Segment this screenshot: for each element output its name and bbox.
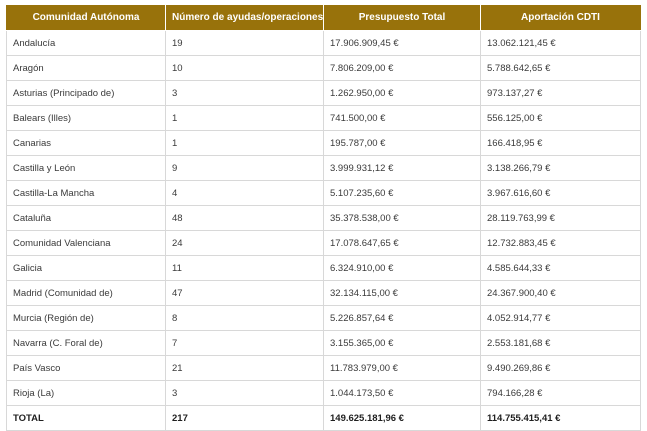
cell-aportacion: 973.137,27 € <box>481 81 641 106</box>
table-row <box>7 131 641 156</box>
table-row <box>7 331 641 356</box>
cell-numero: 19 <box>166 31 324 56</box>
cell-comunidad: Canarias <box>7 131 166 156</box>
table-row <box>7 181 641 206</box>
header-row <box>7 5 641 31</box>
cell-comunidad: Castilla y León <box>7 156 166 181</box>
total-numero: 217 <box>166 406 324 431</box>
cell-aportacion: 166.418,95 € <box>481 131 641 156</box>
cell-presupuesto: 195.787,00 € <box>324 131 481 156</box>
cell-aportacion: 4.585.644,33 € <box>481 256 641 281</box>
cell-presupuesto: 7.806.209,00 € <box>324 56 481 81</box>
cell-presupuesto: 1.262.950,00 € <box>324 81 481 106</box>
cell-presupuesto: 17.078.647,65 € <box>324 231 481 256</box>
cell-numero: 48 <box>166 206 324 231</box>
total-row <box>7 406 641 431</box>
table-row <box>7 106 641 131</box>
table-row <box>7 206 641 231</box>
cell-aportacion: 2.553.181,68 € <box>481 331 641 356</box>
table-row <box>7 31 641 56</box>
ayudas-table <box>6 5 641 431</box>
cell-presupuesto: 1.044.173,50 € <box>324 381 481 406</box>
cell-presupuesto: 5.107.235,60 € <box>324 181 481 206</box>
cell-presupuesto: 35.378.538,00 € <box>324 206 481 231</box>
cell-numero: 10 <box>166 56 324 81</box>
cell-aportacion: 28.119.763,99 € <box>481 206 641 231</box>
cell-aportacion: 24.367.900,40 € <box>481 281 641 306</box>
cell-numero: 7 <box>166 331 324 356</box>
table-row <box>7 256 641 281</box>
cell-aportacion: 13.062.121,45 € <box>481 31 641 56</box>
cell-numero: 9 <box>166 156 324 181</box>
total-aportacion: 114.755.415,41 € <box>481 406 641 431</box>
cell-comunidad: Navarra (C. Foral de) <box>7 331 166 356</box>
cell-comunidad: Cataluña <box>7 206 166 231</box>
table-row <box>7 56 641 81</box>
cell-aportacion: 556.125,00 € <box>481 106 641 131</box>
cell-numero: 1 <box>166 131 324 156</box>
table-row <box>7 81 641 106</box>
cell-numero: 8 <box>166 306 324 331</box>
cell-numero: 21 <box>166 356 324 381</box>
cell-aportacion: 3.967.616,60 € <box>481 181 641 206</box>
cell-presupuesto: 17.906.909,45 € <box>324 31 481 56</box>
cell-presupuesto: 11.783.979,00 € <box>324 356 481 381</box>
cell-comunidad: Murcia (Región de) <box>7 306 166 331</box>
cell-comunidad: Comunidad Valenciana <box>7 231 166 256</box>
cell-comunidad: Castilla-La Mancha <box>7 181 166 206</box>
cell-numero: 4 <box>166 181 324 206</box>
header-comunidad: Comunidad Autónoma <box>7 5 166 31</box>
cell-presupuesto: 5.226.857,64 € <box>324 306 481 331</box>
cell-numero: 3 <box>166 81 324 106</box>
cell-numero: 11 <box>166 256 324 281</box>
cell-presupuesto: 741.500,00 € <box>324 106 481 131</box>
table-container <box>6 5 640 431</box>
cell-comunidad: Asturias (Principado de) <box>7 81 166 106</box>
cell-numero: 3 <box>166 381 324 406</box>
cell-comunidad: Madrid (Comunidad de) <box>7 281 166 306</box>
table-row <box>7 306 641 331</box>
cell-numero: 24 <box>166 231 324 256</box>
header-numero-ayudas: Número de ayudas/operaciones <box>166 5 324 31</box>
total-presupuesto: 149.625.181,96 € <box>324 406 481 431</box>
cell-aportacion: 4.052.914,77 € <box>481 306 641 331</box>
header-presupuesto-total: Presupuesto Total <box>324 5 481 31</box>
cell-presupuesto: 3.155.365,00 € <box>324 331 481 356</box>
cell-comunidad: Aragón <box>7 56 166 81</box>
cell-comunidad: Balears (Illes) <box>7 106 166 131</box>
cell-aportacion: 794.166,28 € <box>481 381 641 406</box>
header-aportacion-cdti: Aportación CDTI <box>481 5 641 31</box>
cell-numero: 47 <box>166 281 324 306</box>
table-row <box>7 156 641 181</box>
cell-comunidad: País Vasco <box>7 356 166 381</box>
cell-aportacion: 12.732.883,45 € <box>481 231 641 256</box>
cell-comunidad: Rioja (La) <box>7 381 166 406</box>
cell-aportacion: 5.788.642,65 € <box>481 56 641 81</box>
cell-presupuesto: 32.134.115,00 € <box>324 281 481 306</box>
table-row <box>7 381 641 406</box>
table-row <box>7 281 641 306</box>
cell-presupuesto: 6.324.910,00 € <box>324 256 481 281</box>
cell-numero: 1 <box>166 106 324 131</box>
cell-aportacion: 3.138.266,79 € <box>481 156 641 181</box>
table-row <box>7 356 641 381</box>
total-label: TOTAL <box>7 406 166 431</box>
cell-comunidad: Andalucía <box>7 31 166 56</box>
cell-aportacion: 9.490.269,86 € <box>481 356 641 381</box>
table-row <box>7 231 641 256</box>
cell-comunidad: Galicia <box>7 256 166 281</box>
cell-presupuesto: 3.999.931,12 € <box>324 156 481 181</box>
